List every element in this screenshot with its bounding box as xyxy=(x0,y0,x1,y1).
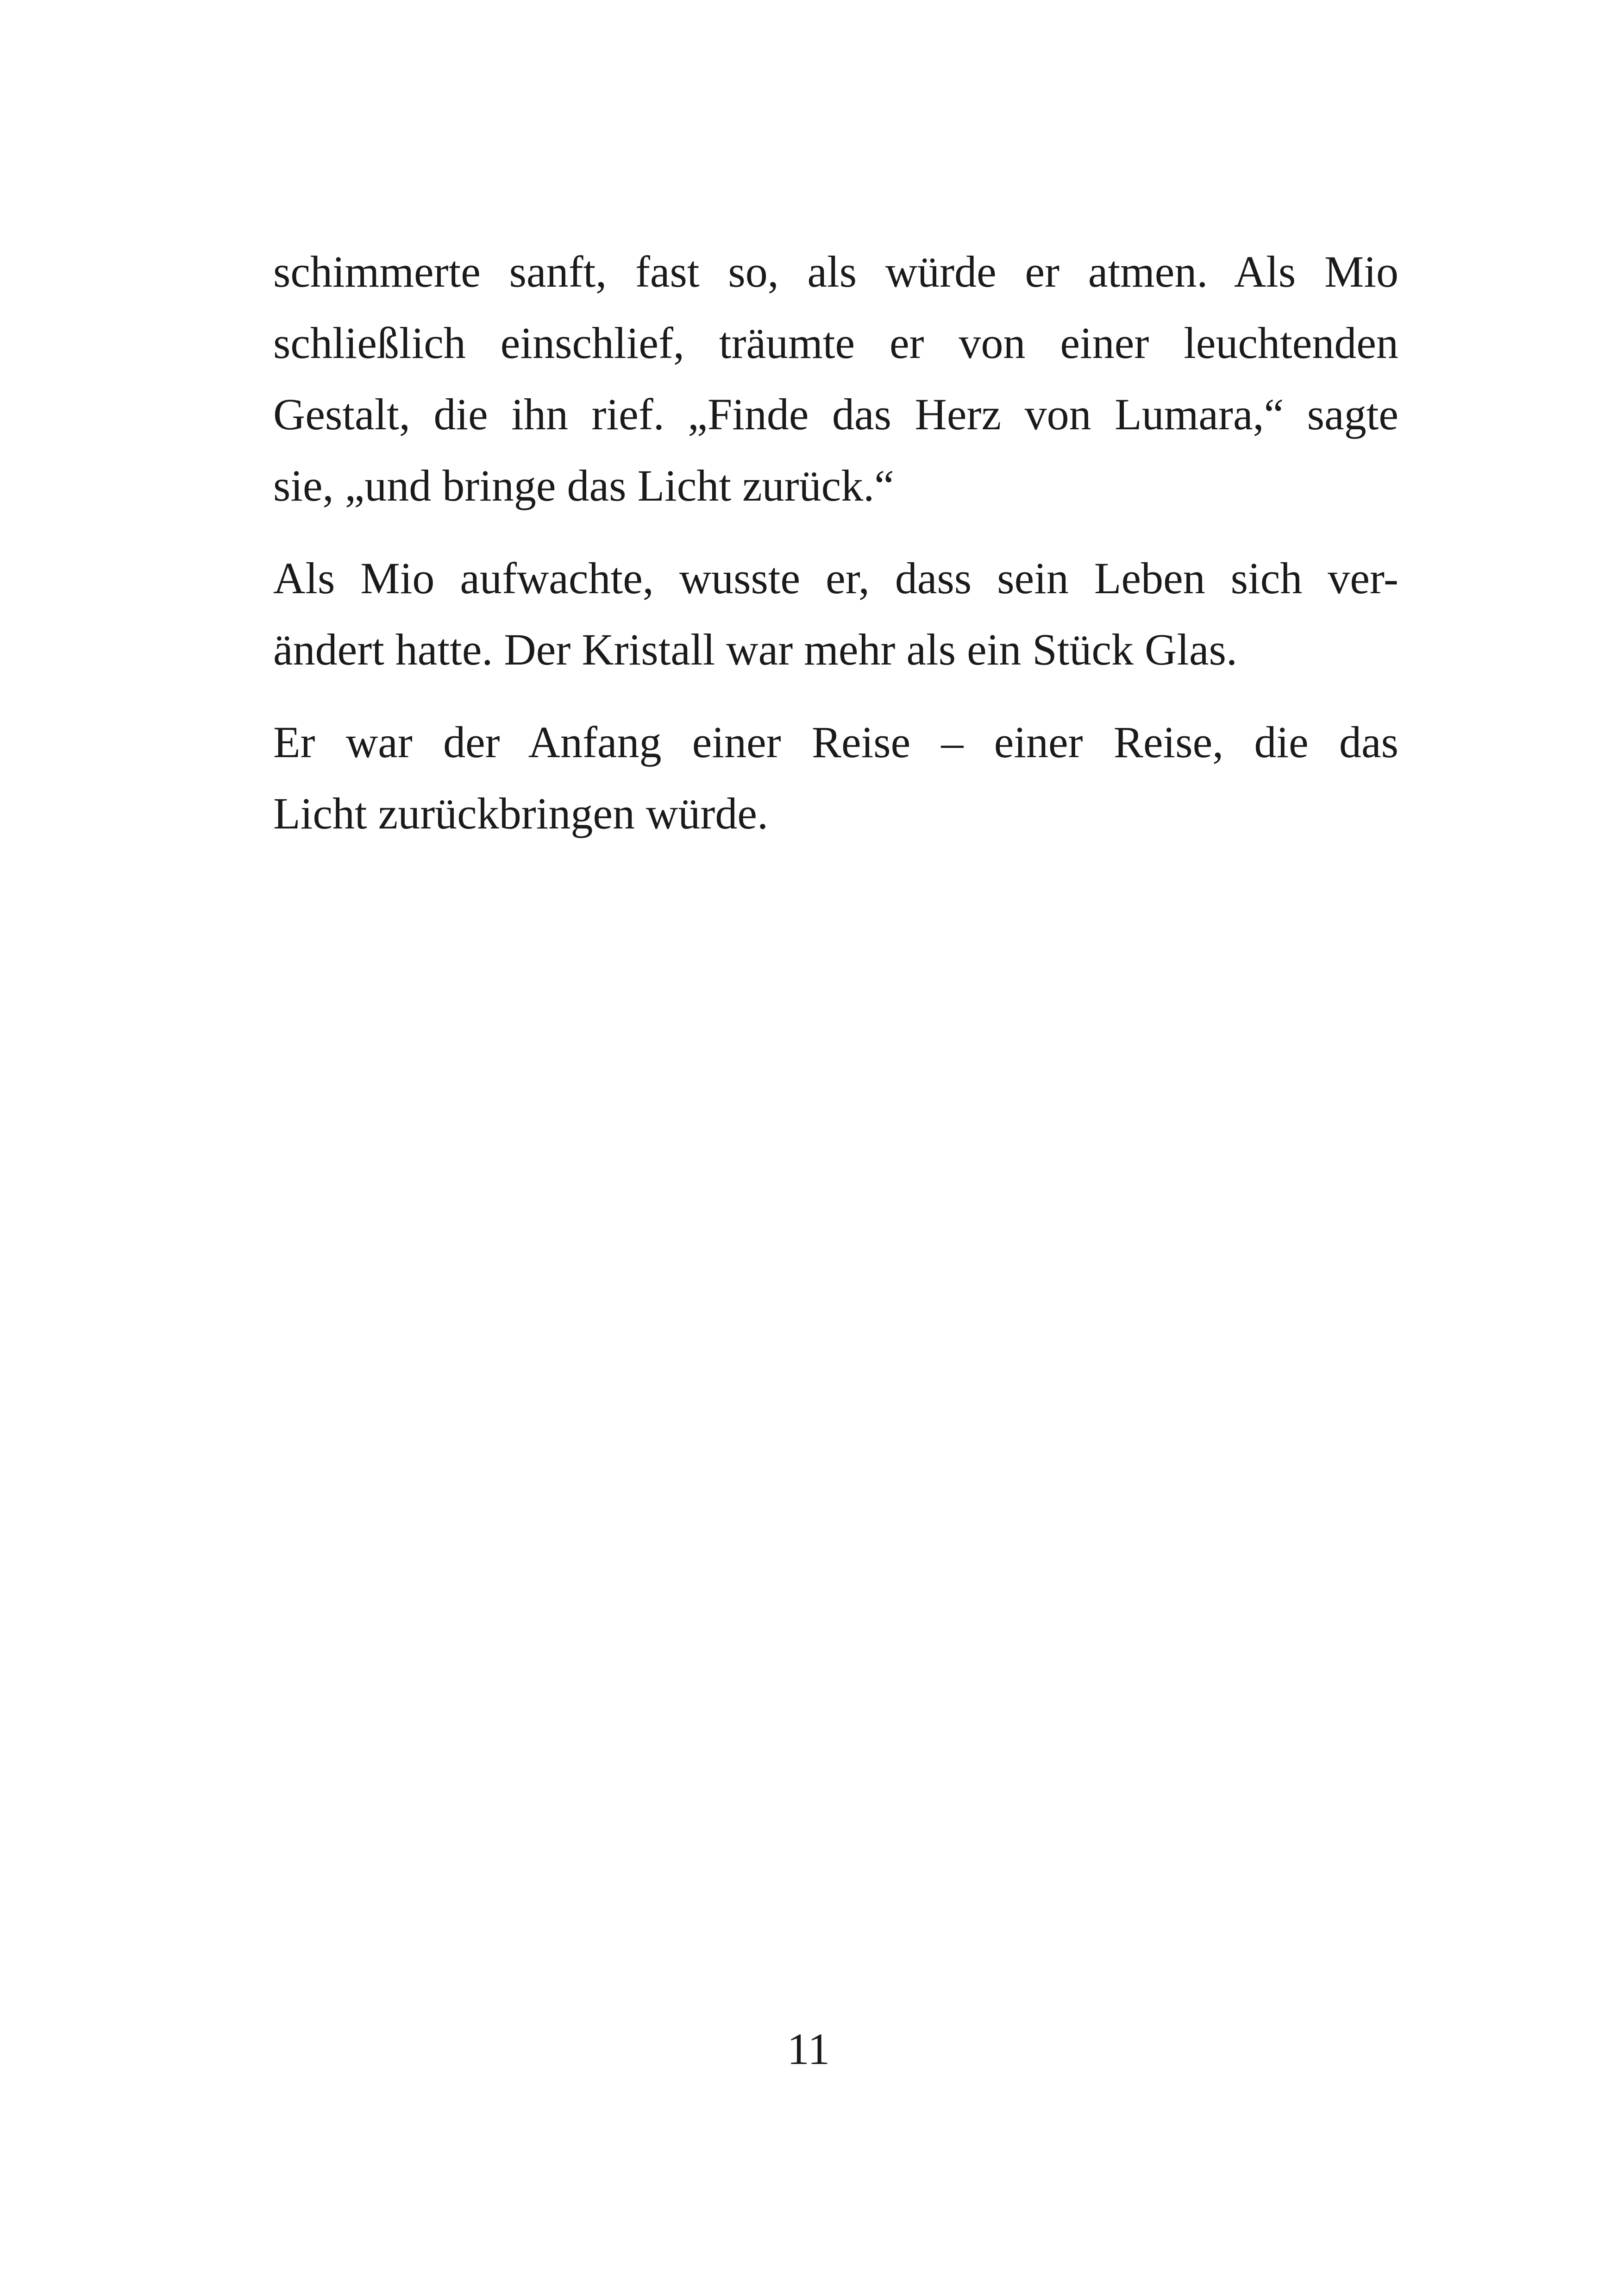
text-line: Als Mio aufwachte, wusste er, dass sein Leben sich ver- xyxy=(273,553,1398,603)
text-line: Licht zurückbringen würde. xyxy=(273,789,768,838)
text-line: sie, „und bringe das Licht zurück.“ xyxy=(273,461,894,510)
text-line: ändert hatte. Der Kristall war mehr als ein Stück Glas. xyxy=(273,625,1237,674)
paragraph-1 xyxy=(273,236,1398,521)
paragraph-2 xyxy=(273,543,1398,685)
text-line: Er war der Anfang einer Reise – einer Reise, die das xyxy=(273,717,1398,767)
paragraph-3 xyxy=(273,707,1398,849)
page-number: 11 xyxy=(787,2024,830,2074)
text-line: Gestalt, die ihn rief. „Finde das Herz von Lumara,“ sagte xyxy=(273,389,1398,439)
body-text xyxy=(273,236,1398,849)
text-line: schließlich einschlief, träumte er von einer leuchtenden xyxy=(273,318,1398,368)
text-line: schimmerte sanft, fast so, als würde er atmen. Als Mio xyxy=(273,247,1398,296)
